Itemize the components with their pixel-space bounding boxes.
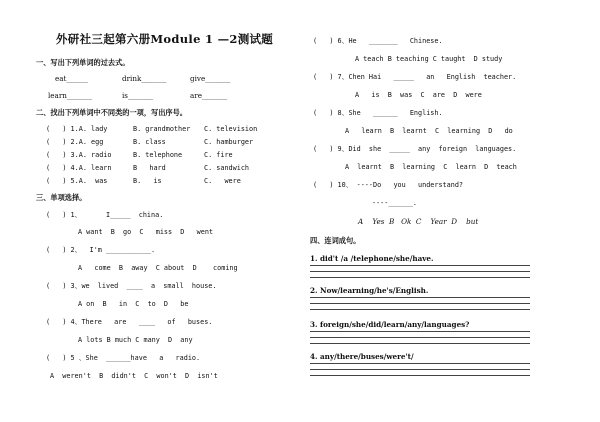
s3-q1-options: A want B go C miss D went [78, 228, 214, 236]
s1-word-eat: eat______ [55, 74, 88, 83]
s1-word-give: give_______ [190, 74, 231, 83]
s3-q8-options: A learn B learnt C learning D do [345, 127, 513, 135]
s2-q1-b: B. grandmother [133, 125, 191, 133]
s3-q3-options: A on B in C to D be [78, 300, 189, 308]
section-4-heading: 四、连词成句。 [310, 236, 361, 245]
s3-q5: ( ) 5 、She ______have a radio. [46, 354, 201, 362]
answer-line [310, 375, 530, 376]
answer-line [310, 277, 530, 278]
s2-q4-a: ( ) 4.A. learn [46, 164, 112, 172]
s2-q1-a: ( ) 1.A. lady [46, 125, 108, 133]
s1-word-are: are_______ [190, 91, 228, 100]
s2-q5-a: ( ) 5.A. was [46, 177, 108, 185]
s2-q2-c: C. hamburger [204, 138, 254, 146]
s2-q2-b: B. class [133, 138, 166, 146]
s3-q4: ( ) 4、There are ____ of buses. [46, 318, 213, 326]
answer-line [310, 297, 530, 298]
answer-line [310, 265, 530, 266]
s3-q10-options: A Yes B Ok C Year D but [358, 217, 479, 226]
s3-q6-options: A teach B teaching C taught D study [355, 55, 503, 63]
answer-line [310, 309, 530, 310]
s2-q3-b: B. telephone [133, 151, 183, 159]
page-title: 外研社三起第六册Module 1 —2测试题 [56, 32, 274, 46]
s4-item-4: 4. any/there/buses/were't/ [310, 352, 414, 361]
s3-q10-reply: ----______. [372, 199, 418, 207]
s3-q4-options: A lots B much C many D any [78, 336, 193, 344]
s2-q1-c: C. television [204, 125, 258, 133]
s3-q7: ( ) 7、Chen Hai _____ an English teacher. [313, 73, 517, 81]
s1-word-learn: learn_______ [48, 91, 93, 100]
section-1-heading: 一、写出下列单词的过去式。 [36, 58, 130, 67]
s2-q4-b: B hard [133, 164, 166, 172]
s3-q6: ( ) 6、He _______ Chinese. [313, 37, 443, 45]
s2-q5-b: B. is [133, 177, 162, 185]
s1-word-drink: drink_______ [122, 74, 167, 83]
section-3-heading: 三、单项选择。 [36, 193, 87, 202]
s3-q8: ( ) 8、She ______ English. [313, 109, 443, 117]
s3-q10: ( ) 10、 ----Do you understand? [313, 181, 464, 189]
answer-line [310, 271, 530, 272]
s2-q5-c: C. were [204, 177, 241, 185]
s3-q9: ( ) 9、Did she _____ any foreign languages. [313, 145, 517, 153]
s4-item-2: 2. Now/learning/he's/English. [310, 286, 429, 295]
s3-q5-options: A weren't B didn't C won't D isn't [50, 372, 218, 380]
s2-q4-c: C. sandwich [204, 164, 250, 172]
s3-q2: ( ) 2、 I'm ___________. [46, 246, 156, 254]
s2-q3-c: C. fire [204, 151, 233, 159]
answer-line [310, 363, 530, 364]
answer-line [310, 337, 530, 338]
answer-line [310, 369, 530, 370]
s3-q1: ( ) 1、 I_____ china. [46, 211, 164, 219]
s2-q2-a: ( ) 2.A. egg [46, 138, 104, 146]
s3-q3: ( ) 3、we lived ____ a small house. [46, 282, 217, 290]
answer-line [310, 343, 530, 344]
s3-q2-options: A come B away C about D coming [78, 264, 238, 272]
s3-q9-options: A learnt B learning C learn D teach [345, 163, 517, 171]
s4-item-3: 3. foreign/she/did/learn/any/languages? [310, 320, 470, 329]
answer-line [310, 303, 530, 304]
s4-item-1: 1. did't /a /telephone/she/have. [310, 254, 434, 263]
answer-line [310, 331, 530, 332]
section-2-heading: 二、找出下列单词中不同类的一项，写出序号。 [36, 108, 187, 117]
s1-word-is: is_______ [122, 91, 154, 100]
s2-q3-a: ( ) 3.A. radio [46, 151, 112, 159]
s3-q7-options: A is B was C are D were [355, 91, 482, 99]
